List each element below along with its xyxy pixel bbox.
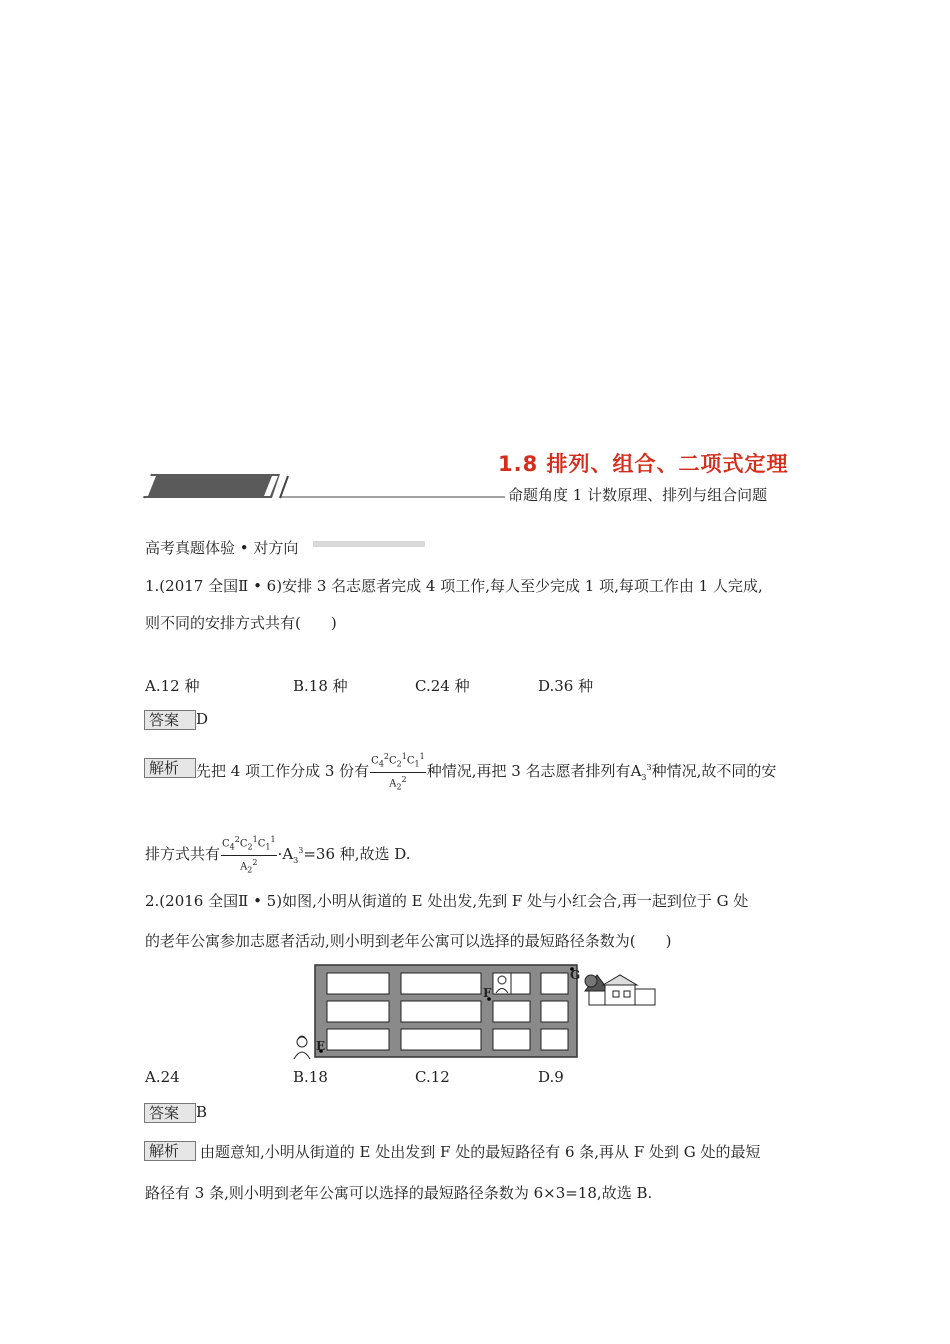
q2-option-d: D.9 <box>538 1068 564 1086</box>
q2-option-c: C.12 <box>415 1068 450 1086</box>
q2-option-a: A.24 <box>145 1068 180 1086</box>
apartment-icon <box>585 975 655 1005</box>
q2-analysis-line1: 由题意知,小明从街道的 E 处出发到 F 处的最短路径有 6 条,再从 F 处到 G 处的最短 <box>200 1143 761 1161</box>
point-e-label: E <box>316 1039 326 1053</box>
q1-stem-line1: 1.(2017 全国Ⅱ • 6)安排 3 名志愿者完成 4 项工作,每人至少完成 1 项,每项工作由 1 人完成, <box>145 577 763 595</box>
q2-stem-line1: 2.(2016 全国Ⅱ • 5)如图,小明从街道的 E 处出发,先到 F 处与小红会合,再一起到位于 G 处 <box>145 892 749 910</box>
page-title: 1.8 排列、组合、二项式定理 <box>498 452 789 476</box>
q1-fraction-1: $\frac{C_4^2C_2^1C_1^1}{A_2^2}$ <box>371 752 425 791</box>
person-e-icon <box>294 1036 310 1059</box>
q1-stem-line2: 则不同的安排方式共有( ) <box>145 614 337 632</box>
section-divider <box>313 541 425 547</box>
q1-option-b: B.18 种 <box>293 677 348 695</box>
q2-analysis-label: 解析 <box>144 1141 196 1161</box>
q1-option-a: A.12 种 <box>145 677 200 695</box>
q1-fraction-2: $\frac{C_4^2C_2^1C_1^1}{A_2^2}$ <box>222 835 276 874</box>
person-f-icon <box>493 973 511 994</box>
q2-stem-line2: 的老年公寓参加志愿者活动,则小明到老年公寓可以选择的最短路径条数为( ) <box>145 932 672 950</box>
q1-analysis-label: 解析 <box>144 758 196 778</box>
section-title: 高考真题体验 • 对方向 <box>145 539 299 557</box>
q2-analysis-line2: 路径有 3 条,则小明到老年公寓可以选择的最短路径条数为 6×3=18,故选 B. <box>145 1184 653 1202</box>
header-banner <box>140 472 510 502</box>
page-subtitle: 命题角度 1 计数原理、排列与组合问题 <box>508 486 768 504</box>
q2-answer-label: 答案 <box>144 1103 196 1123</box>
street-map-figure <box>285 963 660 1063</box>
q1-option-c: C.24 种 <box>415 677 470 695</box>
q1-analysis-line2: 排方式共有 $\frac{C_4^2C_2^1C_1^1}{A_2^2}$ $\cdot A_3^3=36$ 种,故选 D. <box>145 828 411 884</box>
q1-answer-label: 答案 <box>144 710 196 730</box>
q1-arrangement-symbol: $A_3^3$ <box>630 762 652 782</box>
point-f-label: F <box>483 986 492 1000</box>
q1-answer-value: D <box>196 710 209 728</box>
q2-option-b: B.18 <box>293 1068 328 1086</box>
q2-answer-value: B <box>196 1103 208 1121</box>
point-g-label: G <box>570 968 581 982</box>
q1-option-d: D.36 种 <box>538 677 594 695</box>
q1-analysis-line1: 先把 4 项工作分成 3 份有 $\frac{C_4^2C_2^1C_1^1}{A_2^2}$ 种情况,再把 3 名志愿者排列有$A_3^3$种情况,故不同的安 <box>196 745 776 801</box>
